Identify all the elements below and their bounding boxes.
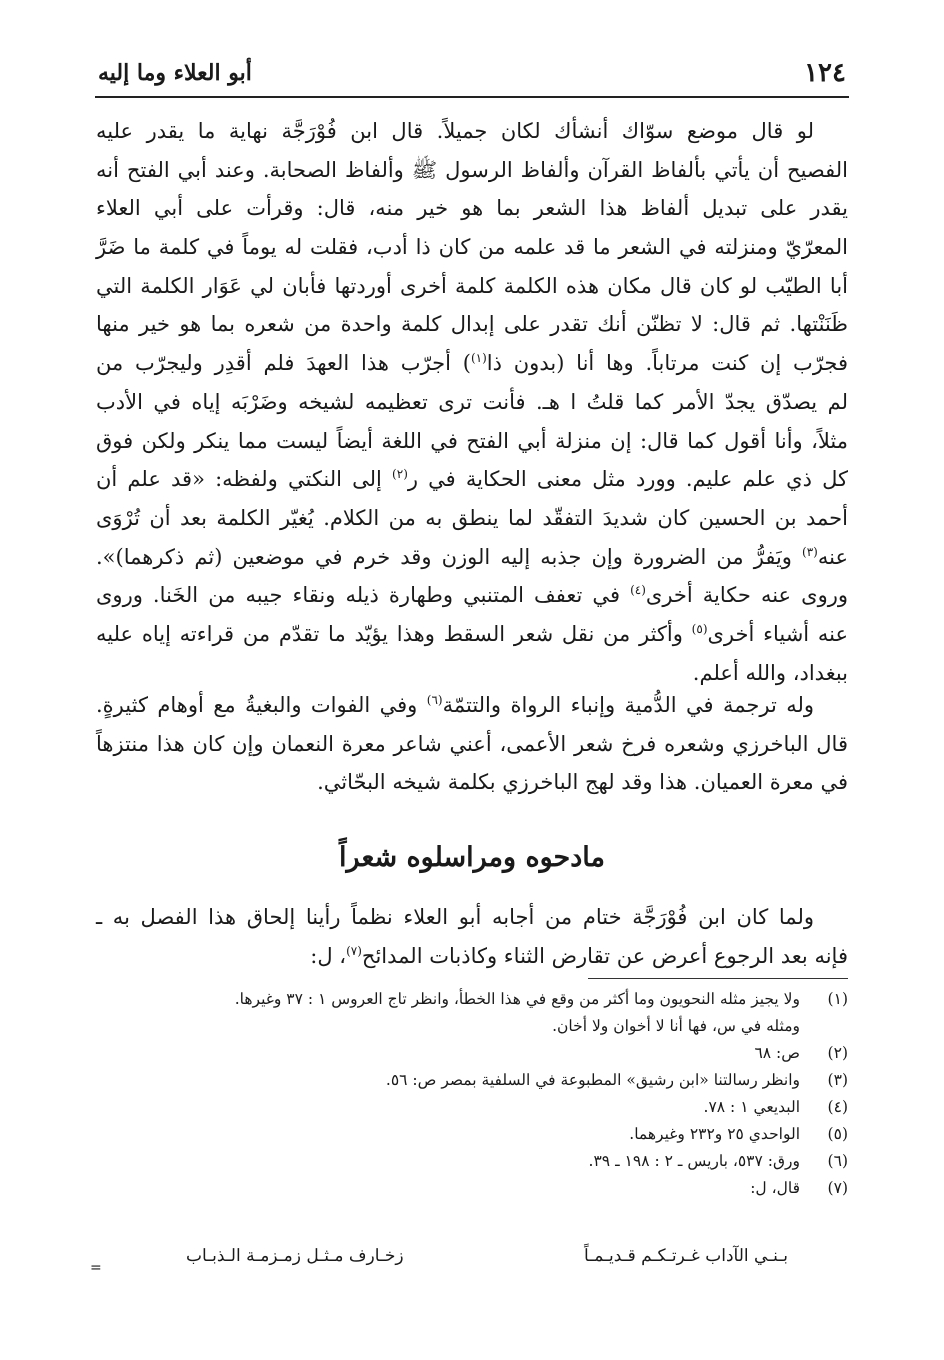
paragraph-2 xyxy=(96,686,848,802)
footnote-text: ولا يجيز مثله النحويون وما أكثر من وقع في هذا الخطأ، وانظر تاج العروس ١ : ٣٧ وغيرها. xyxy=(234,990,800,1008)
footnote-3 xyxy=(96,1067,848,1094)
verse-second-hemistich: زخـارف مـثـل زمـزمـة الـذبـاب xyxy=(186,1246,404,1266)
footnote-2 xyxy=(96,1040,848,1067)
footnote-reference: (١) xyxy=(470,351,487,366)
text-line: ظَنَنْتها. ثم قال: لا تظنّن أنك تقدر على إبدال كلمة واحدة من شعره بما هو خير منها xyxy=(96,312,848,337)
footnote-reference: (٣) xyxy=(802,544,818,559)
footnote-reference: (٧) xyxy=(346,943,362,958)
text-line: في معرة العميان. هذا وقد لهج الباخرزي بكلمة شيخه البحّاثي. xyxy=(317,770,848,795)
text-line: أحمد بن الحسين كان شديدَ التفقّد لما ينطق به من الكلام. يُغيّر الكلمة بعد أن تُرْوَى xyxy=(96,505,848,530)
header-rule xyxy=(95,96,849,98)
footnote-4 xyxy=(96,1094,848,1121)
text-line: لم يصدّق يجدّ الأمر كما قلتُ ا هـ. فأنت ترى تعظيمه لشيخه وضَرْبَه إياه في الأدب xyxy=(96,389,848,414)
footnote-text: ص: ٦٨ xyxy=(754,1044,800,1062)
text-line: أبا الطيّب لو كان قال مكان هذه الكلمة كلمة أخرى أوردتها فأبان لي عَوَار الكلمة التي xyxy=(96,273,848,298)
footnote-number: (٤) xyxy=(827,1098,848,1116)
footnote-number: (١) xyxy=(827,990,848,1008)
footnote-reference: (٢) xyxy=(392,467,408,482)
verse-first-hemistich: بـنـي الآداب غـرتـكـم قـديـمـاً xyxy=(584,1246,788,1266)
text-line: عنه أشياء أخرى$^{(٥)}$ وأكثر من نقل شعر السقط وهذا يؤيّد ما تقدّم من قراءته إياه عليه xyxy=(96,621,849,646)
text-line: قال الباخرزي وشعره فرخ شعر الأعمى، أعني شاعر معرة النعمان وإن كان هذا منتزهاً xyxy=(96,731,848,756)
text-line: مثلاً، وأنا أقول كما قال: إن منزلة أبي الفتح في اللغة أيضاً ليست مما ينكر ولكن فوق xyxy=(96,428,848,453)
footnote-text: الواحدي ٢٥ و٢٣٢ وغيرهما. xyxy=(629,1125,800,1143)
footnotes xyxy=(96,986,848,1202)
text-line: وله ترجمة في الدُّمية وإنباء الرواة والتتمّة$^{(٦)}$ وفي الفوات والبغيةُ مع أوهام كثيرةٍ. xyxy=(96,693,815,717)
footnote-number: (٣) xyxy=(827,1071,848,1089)
continuation-mark: = xyxy=(90,1260,102,1276)
footnote-1 xyxy=(96,986,848,1013)
text-line: وروى عنه حكاية أخرى$^{(٤)}$ في تعفف المتنبي وطهارة ذيله ونقاء جيبه من الخَنا. وروى xyxy=(96,583,849,608)
poem-verse xyxy=(90,1246,848,1280)
text-line: الفصيح أن يأتي بألفاظ القرآن وألفاظ الرسول ﷺ وألفاظ الصحابة. وعند أبي الفتح أنه xyxy=(96,157,848,182)
footnote-5 xyxy=(96,1121,848,1148)
page-header xyxy=(98,52,846,96)
footnote-number: (٧) xyxy=(827,1179,848,1197)
text-line: فإنه بعد الرجوع أعرض عن تقارض الثناء وكاذبات المدائح$^{(٧)}$، ل: xyxy=(310,943,848,968)
footnote-reference: (٦) xyxy=(426,693,443,707)
text-line: كل ذي علم عليم. وورد مثل معنى الحكاية في ر$^{(٢)}$ إلى النكتي ولفظه: «قد علم أن xyxy=(96,467,848,492)
footnote-text: ورق: ٥٣٧، باريس ـ ٢ : ١٩٨ ـ ٣٩. xyxy=(588,1152,800,1170)
footnote-text: قال، ل: xyxy=(750,1179,800,1197)
running-title: أبو العلاء وما إليه xyxy=(98,60,252,86)
text-line: ببغداد، والله أعلم. xyxy=(692,660,848,685)
text-line: فجرّب إن كنت مرتاباً. وها أنا (بدون ذا$^{(١)}$) أجرّب هذا العهدَ فلم أقدِر وليجرّب من xyxy=(96,351,848,376)
section-heading: مادحوه ومراسلوه شعراً xyxy=(339,842,605,873)
page-number: ١٢٤ xyxy=(804,58,846,88)
footnote-reference: (٤) xyxy=(630,583,646,598)
footnote-number: (٦) xyxy=(827,1152,848,1170)
footnote-reference: (٥) xyxy=(691,621,708,636)
footnote-7 xyxy=(96,1175,848,1202)
text-line: عنه$^{(٣)}$ ويَفرُّ من الضرورة وإن جذبه إليه الوزن وقد خرم في موضعين (ثم ذكرهما)». xyxy=(96,544,848,569)
text-line: المعرّيّ ومنزلته في الشعر ما قد علمه من كان ذا أدب، فقلت له يوماً في كلمة ما ضَرَّ xyxy=(96,235,848,260)
text-line: يقدر على تبديل ألفاظ هذا الشعر بما هو خير منه، قال: وقرأت على أبي العلاء xyxy=(96,196,848,221)
paragraph-3 xyxy=(96,898,848,975)
footnote-text: البديعي ١ : ٧٨. xyxy=(703,1098,800,1116)
footnote-6 xyxy=(96,1148,848,1175)
paragraph-1 xyxy=(96,112,848,692)
footnote-text: وانظر رسالتنا «ابن رشيق» المطبوعة في السلفية بمصر ص: ٥٦. xyxy=(385,1071,800,1089)
footnote-number: (٢) xyxy=(827,1044,848,1062)
footnote-text: ومثله في س، فها أنا لا أخوان ولا أخان. xyxy=(552,1017,800,1035)
text-line: لو قال موضع سوّاك أنشأك لكان جميلاً. قال ابن فُوْرَجَّة نهاية ما يقدر عليه xyxy=(96,119,814,143)
text-line: ولما كان ابن فُوْرَجَّة ختام من أجابه أبو العلاء نظماً رأينا إلحاق هذا الفصل به ـ xyxy=(96,905,814,929)
footnote-separator xyxy=(588,978,848,979)
footnote-number: (٥) xyxy=(827,1125,848,1143)
